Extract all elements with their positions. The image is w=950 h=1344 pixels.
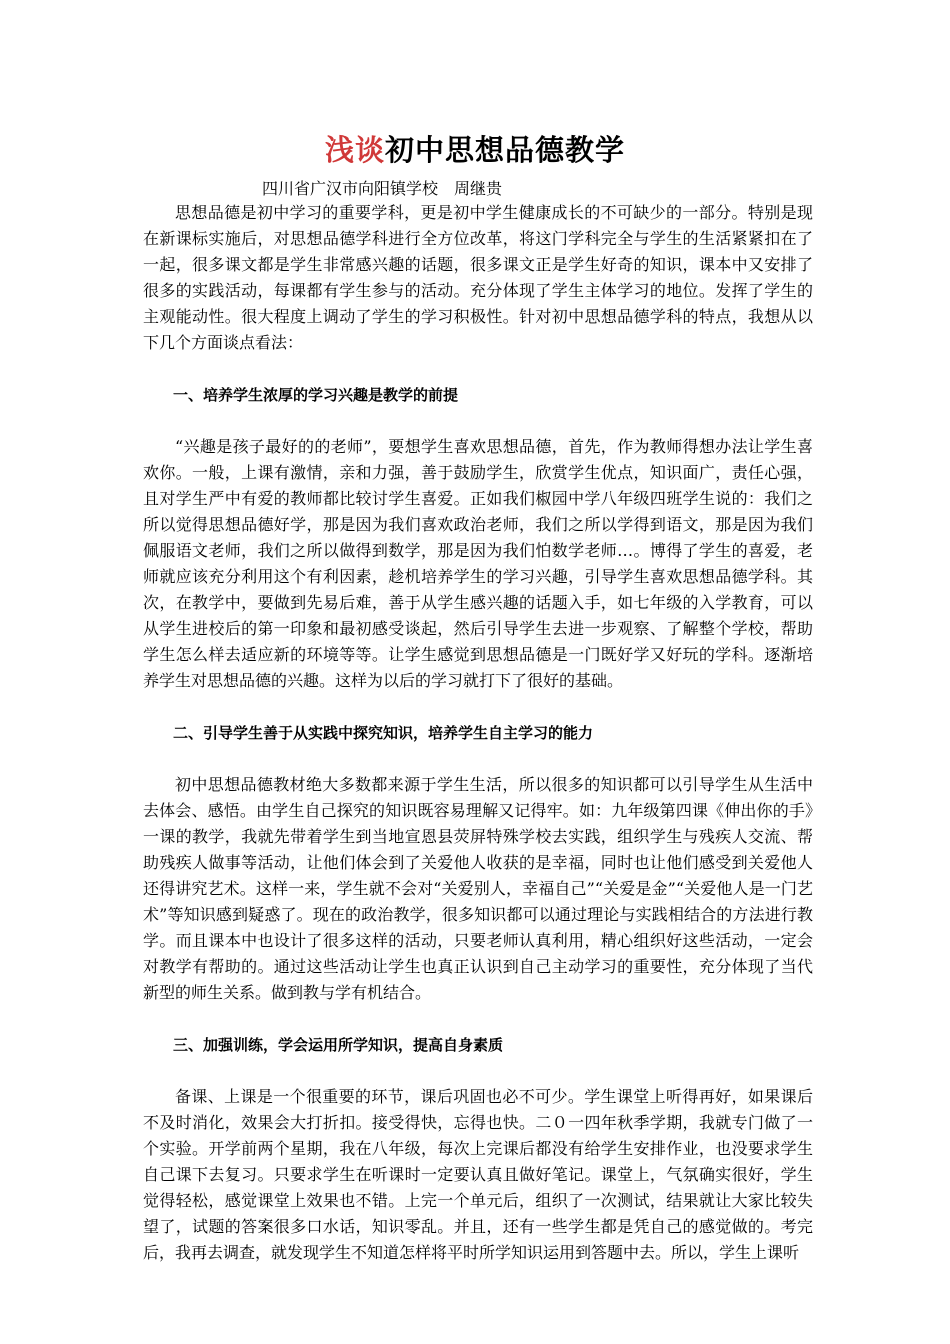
section-3-paragraph: 备课、上课是一个很重要的环节，课后巩固也必不可少。学生课堂上听得再好，如果课后不及时消化，效果会大打折扣。接受得快，忘得也快。二０一四年秋季学期，我就专门做了一个实验。开学前两个星期，我在八年级，每次上完课后都没有给学生安排作业，也没要求学生自己课下去复习。只要求学生在听课时一定要认真且做好笔记。课堂上，气氛确实很好，学生觉得轻松，感觉课堂上效果也不错。上完一个单元后，组织了一次测试，结果就让大家比较失望了，试题的答案很多口水话，知识零乱。并且，还有一些学生都是凭自己的感觉做的。考完后，我再去调查，就发现学生不知道怎样将平时所学知识运用到答题中去。所以，学生上课听 (143, 1087, 813, 1262)
section-2-heading: 二、引导学生善于从实践中探究知识，培养学生自主学习的能力 (173, 724, 594, 742)
article-body (143, 200, 813, 1266)
section-3-heading: 三、加强训练，学会运用所学知识，提高自身素质 (173, 1036, 504, 1054)
section-2-paragraph: 初中思想品德教材绝大多数都来源于学生生活，所以很多的知识都可以引导学生从生活中去体会、感悟。由学生自己探究的知识既容易理解又记得牢。如：九年级第四课《伸出你的手》一课的教学，我就先带着学生到当地宣恩县荧屏特殊学校去实践，组织学生与残疾人交流、帮助残疾人做事等活动，让他们体会到了关爱他人收获的是幸福，同时也让他们感受到关爱他人还得讲究艺术。这样一来，学生就不会对“关爱别人，幸福自己”“关爱是金”“关爱他人是一门艺术”等知识感到疑惑了。现在的政治教学，很多知识都可以通过理论与实践相结合的方法进行教学。而且课本中也设计了很多这样的活动，只要老师认真利用，精心组织好这些活动，一定会对教学有帮助的。通过这些活动让学生也真正认识到自己主动学习的重要性，充分体现了当代新型的师生关系。做到教与学有机结合。 (143, 775, 813, 1002)
section-1-heading: 一、培养学生浓厚的学习兴趣是教学的前提 (173, 386, 459, 404)
title-main: 初中思想品德教学 (385, 133, 626, 167)
document-title (0, 128, 950, 172)
title-highlight: 浅谈 (324, 133, 385, 167)
section-1-paragraph: “兴趣是孩子最好的的老师”，要想学生喜欢思想品德，首先，作为教师得想办法让学生喜欢你。一般，上课有激情，亲和力强，善于鼓励学生，欣赏学生优点，知识面广，责任心强，且对学生严中有爱的教师都比较讨学生喜爱。正如我们椒园中学八年级四班学生说的：我们之所以觉得思想品德好学，那是因为我们喜欢政治老师，我们之所以学得到语文，那是因为我们佩服语文老师，我们之所以做得到数学，那是因为我们怕数学老师…。博得了学生的喜爱，老师就应该充分利用这个有利因素，趁机培养学生的学习兴趣，引导学生喜欢思想品德学科。其次，在教学中，要做到先易后难，善于从学生感兴趣的话题入手，如七年级的入学教育，可以从学生进校后的第一印象和最初感受谈起，然后引导学生去进一步观察、了解整个学校，帮助学生怎么样去适应新的环境等等。让学生感觉到思想品德是一门既好学又好玩的学科。逐渐培养学生对思想品德的兴趣。这样为以后的学习就打下了很好的基础。 (143, 437, 813, 690)
author-byline: 四川省广汉市向阳镇学校 周继贵 (262, 179, 503, 198)
intro-paragraph: 思想品德是初中学习的重要学科，更是初中学生健康成长的不可缺少的一部分。特别是现在新课标实施后，对思想品德学科进行全方位改革，将这门学科完全与学生的生活紧紧扣在了一起，很多课文都是学生非常感兴趣的话题，很多课文正是学生好奇的知识，课本中又安排了很多的实践活动，每课都有学生参与的活动。充分体现了学生主体学习的地位。发挥了学生的主观能动性。很大程度上调动了学生的学习积极性。针对初中思想品德学科的特点，我想从以下几个方面谈点看法： (143, 203, 813, 352)
